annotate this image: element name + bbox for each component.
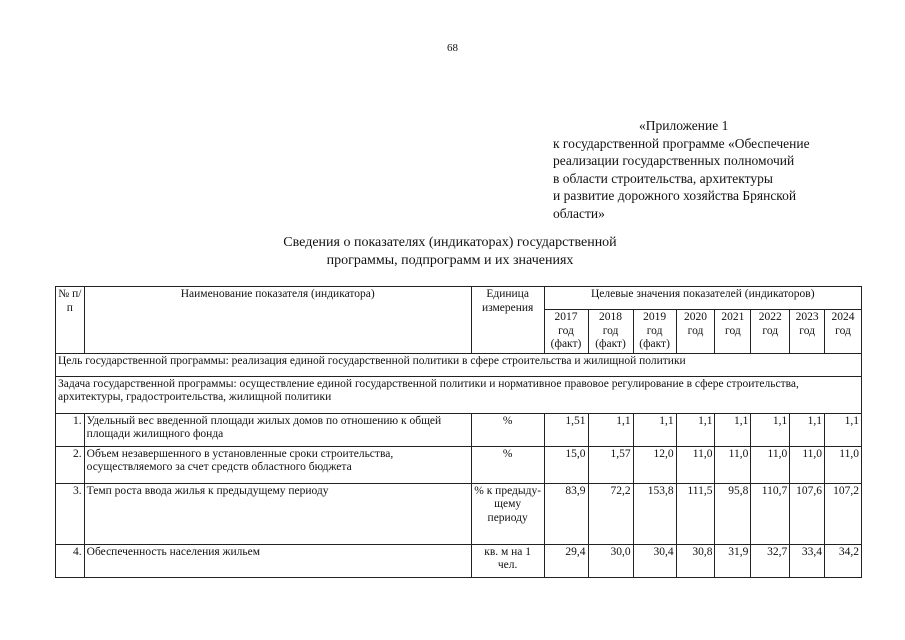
appendix-line: и развитие дорожного хозяйства Брянской	[553, 188, 797, 203]
header-year: 2023 год	[790, 310, 825, 354]
row-name: Удельный вес введенной площади жилых домов по отношению к общей площади жилищного фонда	[84, 413, 471, 446]
header-year: 2024 год	[825, 310, 862, 354]
page-number: 68	[447, 42, 458, 54]
row-value: 30,0	[588, 544, 633, 577]
appendix-line: «Приложение 1	[639, 118, 729, 133]
table-row	[56, 544, 862, 577]
row-value: 15,0	[544, 446, 588, 483]
row-name: Темп роста ввода жилья к предыдущему периоду	[84, 483, 471, 544]
header-num: № п/п	[56, 287, 85, 354]
row-value: 33,4	[790, 544, 825, 577]
row-value: 11,0	[676, 446, 715, 483]
row-num: 3.	[56, 483, 85, 544]
row-value: 1,1	[825, 413, 862, 446]
task-text: Задача государственной программы: осуществление единой государственной политики и нормативное правовое регулирование в сфере строительства, архитектуры, градостроительства, жилищной политики	[56, 376, 862, 413]
row-value: 110,7	[751, 483, 790, 544]
task-row	[56, 376, 862, 413]
row-unit: %	[471, 413, 544, 446]
row-value: 1,1	[588, 413, 633, 446]
row-value: 30,8	[676, 544, 715, 577]
row-unit: кв. м на 1 чел.	[471, 544, 544, 577]
appendix-line: области»	[553, 205, 605, 221]
title-line-2: программы, подпрограмм и их значениях	[326, 253, 574, 268]
row-value: 31,9	[715, 544, 751, 577]
row-num: 2.	[56, 446, 85, 483]
row-value: 12,0	[633, 446, 676, 483]
header-row-1	[56, 287, 862, 310]
appendix-line: реализации государственных полномочий	[553, 153, 795, 168]
appendix-line: к государственной программе «Обеспечение	[553, 135, 810, 151]
row-value: 1,57	[588, 446, 633, 483]
goal-text: Цель государственной программы: реализация единой государственной политики в сфере строительства и жилищной политики	[56, 353, 862, 376]
row-value: 11,0	[825, 446, 862, 483]
header-year: 2017 год (факт)	[544, 310, 588, 354]
row-value: 107,6	[790, 483, 825, 544]
row-value: 95,8	[715, 483, 751, 544]
header-year: 2019 год (факт)	[633, 310, 676, 354]
row-value: 11,0	[751, 446, 790, 483]
row-value: 34,2	[825, 544, 862, 577]
table-row	[56, 446, 862, 483]
row-name: Объем незавершенного в установленные сроки строительства, осуществляемого за счет средств областного бюджета	[84, 446, 471, 483]
row-value: 83,9	[544, 483, 588, 544]
table-row	[56, 413, 862, 446]
row-value: 11,0	[715, 446, 751, 483]
goal-row	[56, 353, 862, 376]
header-unit: Единица измерения	[471, 287, 544, 354]
table-row	[56, 483, 862, 544]
title-line-1: Сведения о показателях (индикаторах) государственной	[283, 235, 617, 250]
header-year: 2021 год	[715, 310, 751, 354]
row-value: 111,5	[676, 483, 715, 544]
document-title	[150, 234, 750, 270]
row-value: 1,1	[790, 413, 825, 446]
row-value: 29,4	[544, 544, 588, 577]
row-value: 107,2	[825, 483, 862, 544]
row-unit: %	[471, 446, 544, 483]
appendix-line: в области строительства, архитектуры	[553, 170, 773, 186]
row-unit: % к предыду-щему периоду	[471, 483, 544, 544]
row-value: 153,8	[633, 483, 676, 544]
row-value: 32,7	[751, 544, 790, 577]
row-value: 1,1	[715, 413, 751, 446]
header-year: 2018 год (факт)	[588, 310, 633, 354]
header-name: Наименование показателя (индикатора)	[84, 287, 471, 354]
header-year: 2022 год	[751, 310, 790, 354]
row-name: Обеспеченность населения жильем	[84, 544, 471, 577]
row-value: 11,0	[790, 446, 825, 483]
appendix-block	[553, 117, 810, 222]
indicators-table	[55, 286, 862, 578]
row-value: 72,2	[588, 483, 633, 544]
row-num: 1.	[56, 413, 85, 446]
row-value: 1,1	[751, 413, 790, 446]
row-num: 4.	[56, 544, 85, 577]
header-targets: Целевые значения показателей (индикаторов)	[544, 287, 862, 310]
row-value: 1,1	[676, 413, 715, 446]
row-value: 1,51	[544, 413, 588, 446]
header-year: 2020 год	[676, 310, 715, 354]
row-value: 1,1	[633, 413, 676, 446]
row-value: 30,4	[633, 544, 676, 577]
